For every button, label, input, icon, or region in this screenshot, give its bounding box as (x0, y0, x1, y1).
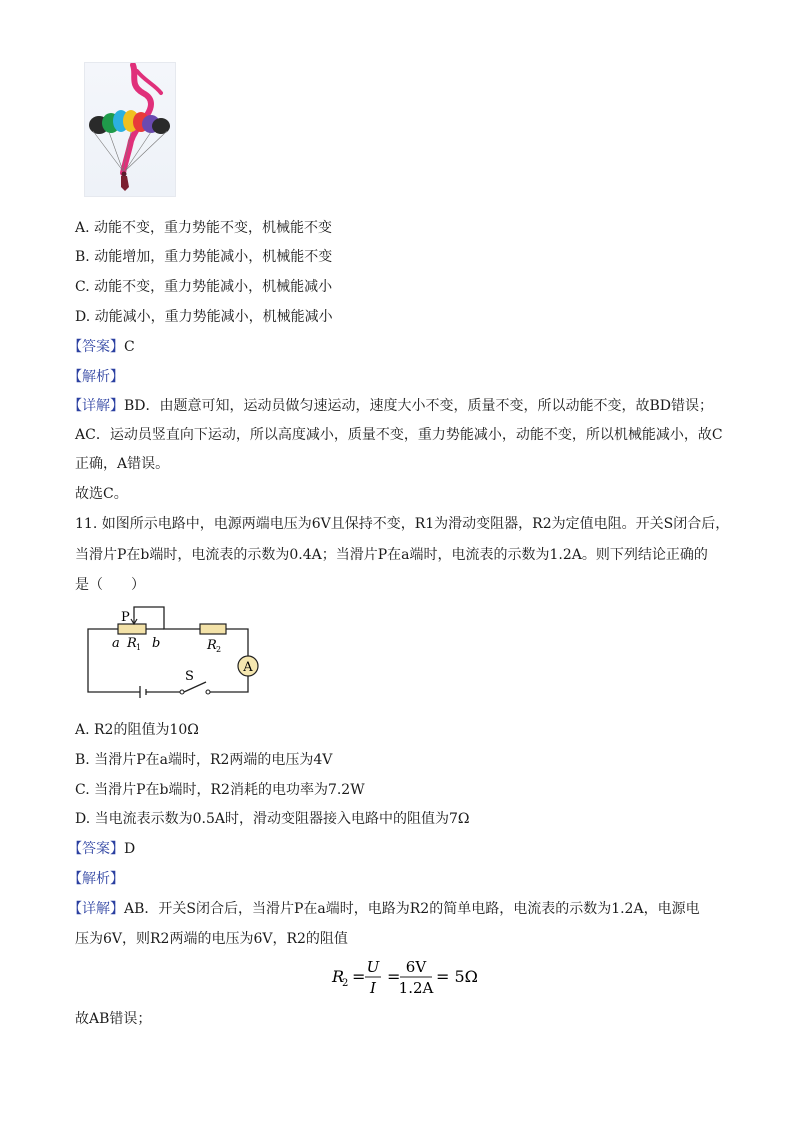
label-a: a (112, 636, 120, 651)
formula-den-2: 1.2A (398, 979, 434, 997)
q10-option-a: A. 动能不变，重力势能不变，机械能不变 (75, 220, 333, 236)
formula-lhs: R (332, 967, 345, 986)
q10-option-c: C. 动能不变，重力势能减小，机械能减小 (75, 279, 333, 295)
q11-detail-line-1 (68, 899, 700, 919)
label-p: P (121, 610, 130, 625)
q11-option-a: A. R2的阻值为10Ω (75, 722, 199, 738)
formula-r2 (328, 955, 478, 1001)
q10-answer (68, 337, 135, 357)
q11-stem-line-1: 11. 如图所示电路中，电源两端电压为6V且保持不变，R1为滑动变阻器，R2为定值电阻。开关S闭合后， (75, 516, 730, 532)
q11-answer (68, 839, 135, 859)
q10-option-d: D. 动能减小，重力势能减小，机械能减小 (75, 309, 333, 325)
q11-detail-line-2: 压为6V，则R2两端的电压为6V，R2的阻值 (75, 931, 348, 947)
parachute-photo (84, 62, 176, 197)
formula-num-2: 6V (405, 958, 427, 976)
q11-option-d: D. 当电流表示数为0.5A时，滑动变阻器接入电路中的阻值为7Ω (75, 811, 470, 827)
q10-detail-line-3: 正确，A错误。 (75, 456, 170, 472)
detail-text: AB．开关S闭合后，当滑片P在a端时，电路为R2的简单电路，电流表的示数为1.2A，电源电 (124, 901, 700, 917)
q10-detail-line-2: AC．运动员竖直向下运动，所以高度减小，质量不变，重力势能减小，动能不变，所以机械能减小，故C (75, 427, 723, 443)
formula-den-1: I (370, 979, 376, 997)
detail-tag: 【详解】 (68, 901, 124, 917)
q11-conclusion: 故AB错误； (75, 1011, 152, 1027)
label-s: S (185, 669, 194, 684)
answer-tag: 【答案】 (68, 841, 124, 857)
r1-resistor (118, 624, 146, 634)
label-r1-sub: 1 (136, 643, 142, 652)
circuit-diagram (80, 604, 280, 704)
q11-stem-line-2: 当滑片P在b端时，电流表的示数为0.4A；当滑片P在a端时，电流表的示数为1.2A。则下列结论正确的 (75, 547, 708, 563)
q11-analysis-tag: 【解析】 (68, 871, 124, 887)
q10-conclusion: 故选C。 (75, 486, 128, 502)
answer-value: D (124, 841, 136, 857)
q10-analysis-tag: 【解析】 (68, 369, 124, 385)
label-r2-sub: 2 (216, 645, 222, 654)
slider-arrow-icon (131, 618, 137, 624)
q11-option-c: C. 当滑片P在b端时，R2消耗的电功率为7.2W (75, 782, 365, 798)
formula-eq-1: = (352, 967, 366, 986)
answer-value: C (124, 339, 135, 355)
label-b: b (152, 636, 161, 651)
q10-option-b: B. 动能增加，重力势能减小，机械能不变 (75, 249, 333, 265)
formula-num-1: U (366, 958, 380, 976)
formula-result: = 5Ω (436, 967, 478, 986)
formula-eq-2: = (387, 967, 401, 986)
q10-detail-line-1 (68, 396, 713, 416)
parachute-icon (85, 63, 175, 196)
label-r2: R (207, 638, 217, 653)
ammeter-label: A (243, 660, 253, 675)
answer-tag: 【答案】 (68, 339, 124, 355)
detail-tag: 【详解】 (68, 398, 124, 414)
r2-resistor (200, 624, 226, 634)
detail-text: BD．由题意可知，运动员做匀速运动，速度大小不变，质量不变，所以动能不变，故BD错误； (124, 398, 714, 414)
formula-lhs-sub: 2 (342, 978, 349, 989)
q11-stem-line-3: 是（ ） (75, 577, 145, 593)
q11-option-b: B. 当滑片P在a端时，R2两端的电压为4V (75, 752, 333, 768)
label-r1: R (127, 636, 137, 651)
